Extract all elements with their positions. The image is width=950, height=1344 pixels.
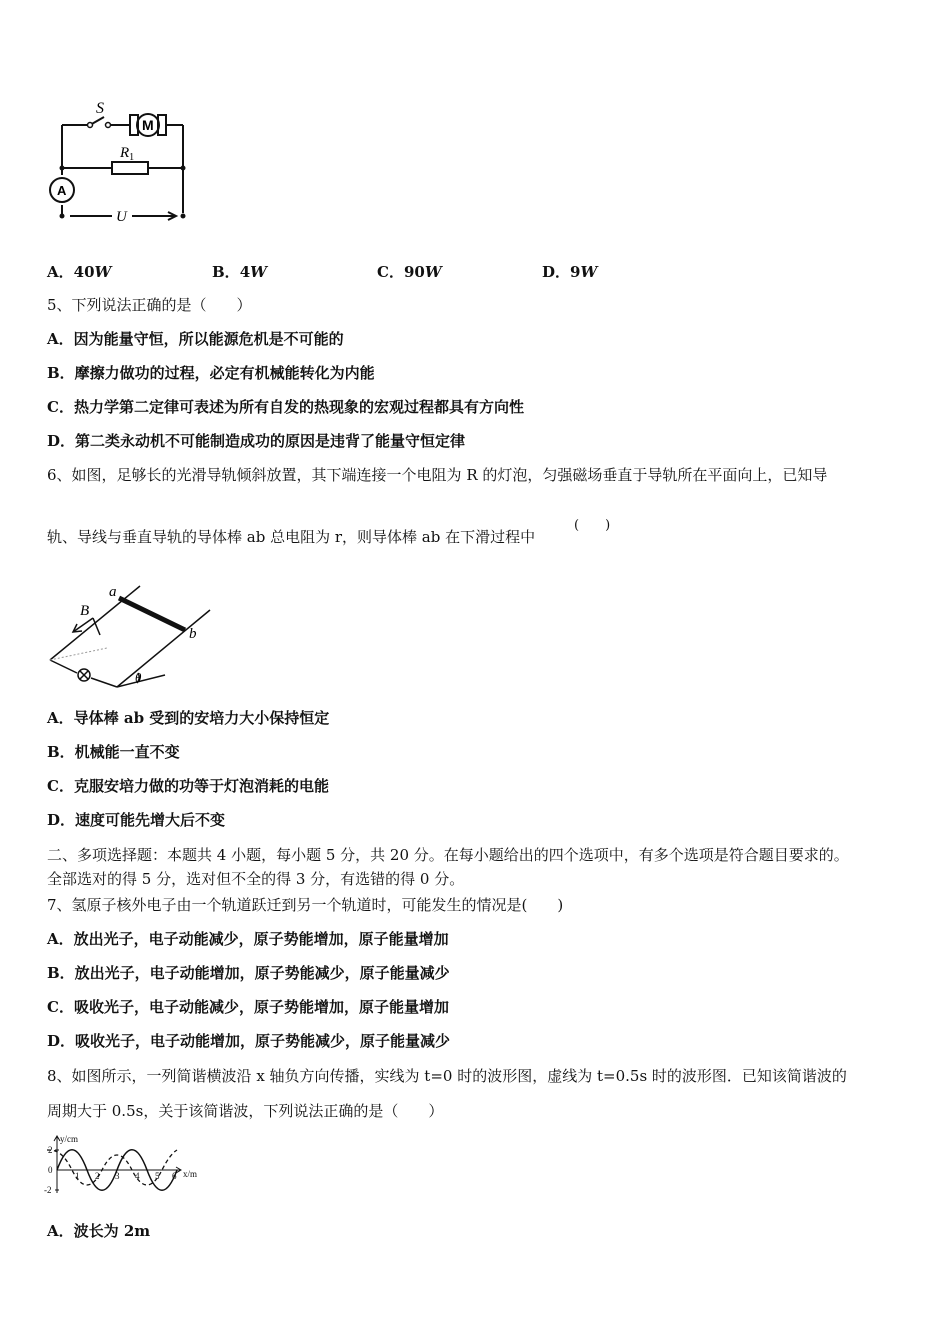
rail-label-a: a	[109, 584, 117, 600]
wave-xtick: 6	[172, 1171, 177, 1181]
circuit-figure	[40, 95, 200, 230]
q7-option-c: C．吸收光子，电子动能减少，原子势能增加，原子能量增加	[47, 998, 449, 1016]
resistor-label: $R_1$	[120, 145, 135, 163]
q5-option-d: D．第二类永动机不可能制造成功的原因是违背了能量守恒定律	[47, 432, 466, 450]
rail-label-theta: θ	[135, 670, 142, 685]
q5-stem: 5、下列说法正确的是（ ）	[47, 296, 252, 314]
wave-ytick: -2	[44, 1185, 52, 1195]
rail-label-b: b	[189, 626, 197, 642]
wave-xtick: 3	[115, 1171, 120, 1181]
q5-option-a: A．因为能量守恒，所以能源危机是不可能的	[47, 330, 344, 348]
wave-xtick: 4	[135, 1171, 140, 1181]
rail-label-B: B	[80, 603, 90, 619]
q6-stem-line2: 轨、导线与垂直导轨的导体棒 ab 总电阻为 r，则导体棒 ab 在下滑过程中	[47, 528, 536, 546]
switch-label: S	[96, 100, 104, 117]
q6-option-d: D．速度可能先增大后不变	[47, 811, 226, 829]
wave-ytick: 0	[48, 1165, 53, 1175]
q5-option-b: B．摩擦力做功的过程，必定有机械能转化为内能	[47, 364, 375, 382]
wave-ylabel: y/cm	[60, 1134, 78, 1144]
q6-paren: ( )	[574, 518, 611, 533]
ammeter-label: A	[57, 183, 67, 198]
wave-ytick: 2	[48, 1145, 53, 1155]
q7-option-b: B．放出光子，电子动能增加，原子势能减少，原子能量减少	[47, 964, 450, 982]
q8-stem-line1: 8、如图所示，一列简谐横波沿 x 轴负方向传播，实线为 t=0 时的波形图，虚线为 t=0.5s 时的波形图．已知该简谐波的	[47, 1067, 847, 1085]
section2-line2: 全部选对的得 5 分，选对但不全的得 3 分，有选错的得 0 分。	[47, 870, 465, 888]
q8-stem-line2: 周期大于 0.5s，关于该简谐波，下列说法正确的是（ ）	[47, 1102, 444, 1120]
q6-option-b: B．机械能一直不变	[47, 743, 180, 761]
section2-line1: 二、多项选择题：本题共 4 小题，每小题 5 分，共 20 分。在每小题给出的四个选项中，有多个选项是符合题目要求的。	[47, 846, 849, 864]
q7-option-a: A．放出光子，电子动能减少，原子势能增加，原子能量增加	[47, 930, 449, 948]
motor-label: M	[142, 117, 154, 133]
q8-option-a: A．波长为 2m	[47, 1222, 151, 1240]
wave-figure	[42, 1133, 207, 1198]
wave-xlabel: x/m	[183, 1169, 198, 1179]
wave-xtick: 5	[155, 1171, 160, 1181]
q4-option-b: B．4W	[212, 263, 267, 281]
wave-xtick: 2	[95, 1171, 100, 1181]
q4-option-d: D．9W	[542, 263, 598, 281]
rail-figure	[45, 580, 225, 695]
q4-option-c: C．90W	[377, 263, 442, 281]
voltage-label: U	[116, 209, 127, 225]
q4-option-a: A．40W	[47, 263, 112, 281]
q7-option-d: D．吸收光子，电子动能增加，原子势能减少，原子能量减少	[47, 1032, 451, 1050]
wave-xtick: 1	[75, 1171, 80, 1181]
q7-stem: 7、氢原子核外电子由一个轨道跃迁到另一个轨道时，可能发生的情况是( )	[47, 896, 564, 914]
q6-option-a: A．导体棒 ab 受到的安培力大小保持恒定	[47, 709, 330, 727]
q5-option-c: C．热力学第二定律可表述为所有自发的热现象的宏观过程都具有方向性	[47, 398, 524, 416]
q6-stem-line1: 6、如图，足够长的光滑导轨倾斜放置，其下端连接一个电阻为 R 的灯泡，匀强磁场垂直于导轨所在平面向上，已知导	[47, 466, 828, 484]
q6-option-c: C．克服安培力做的功等于灯泡消耗的电能	[47, 777, 329, 795]
